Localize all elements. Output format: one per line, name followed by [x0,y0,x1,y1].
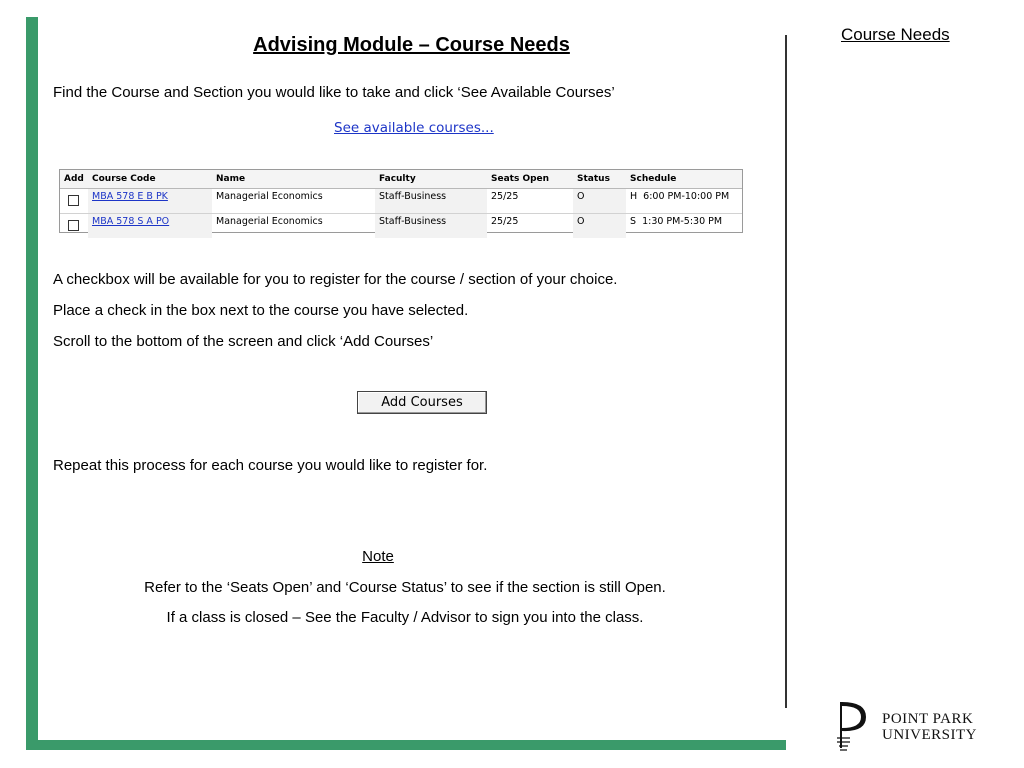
course-faculty: Staff-Business [375,214,487,239]
logo-text-line2: UNIVERSITY [882,727,977,743]
section-label[interactable]: Course Needs [841,25,950,44]
course-status: O [573,214,626,239]
instruction-checkbox: A checkbox will be available for you to register for the course / section of your choice. [53,271,618,288]
intro-text: Find the Course and Section you would like to take and click ‘See Available Courses’ [53,84,615,101]
column-header-seats-open: Seats Open [487,170,573,189]
course-name: Managerial Economics [212,189,375,214]
note-line-closed: If a class is closed – See the Faculty / Advisor to sign you into the class. [166,609,644,626]
note-title: Note [362,548,394,565]
page-title: Advising Module – Course Needs [253,34,570,56]
green-left-bar [26,17,38,750]
column-header-add: Add [60,170,88,189]
course-schedule: H 6:00 PM-10:00 PM [626,189,742,214]
see-available-courses-link[interactable]: See available courses... [334,120,494,136]
table-row [60,189,742,214]
course-seats-open: 25/25 [487,189,573,214]
add-cell [60,189,88,214]
add-course-checkbox[interactable] [68,220,79,231]
add-courses-button[interactable]: Add Courses [357,391,487,414]
column-header-course-code: Course Code [88,170,212,189]
instruction-place-check: Place a check in the box next to the course you have selected. [53,302,469,319]
course-code-link[interactable]: MBA 578 S A PO [92,216,170,227]
table-row [60,214,742,239]
column-header-status: Status [573,170,626,189]
course-table [59,169,743,233]
column-header-name: Name [212,170,375,189]
course-faculty: Staff-Business [375,189,487,214]
course-name: Managerial Economics [216,216,323,227]
course-code-cell [88,214,212,239]
course-schedule: S 1:30 PM-5:30 PM [630,216,723,227]
note-line-seats: Refer to the ‘Seats Open’ and ‘Course Status’ to see if the section is still Open. [144,579,666,596]
add-course-checkbox[interactable] [68,195,79,206]
column-header-faculty: Faculty [375,170,487,189]
repeat-text: Repeat this process for each course you would like to register for. [53,457,488,474]
column-header-schedule: Schedule [626,170,742,189]
course-seats-open: 25/25 [491,216,519,227]
add-cell [60,214,88,239]
course-code-link[interactable]: MBA 578 E B PK [92,191,168,202]
green-bottom-bar [26,740,786,750]
course-status: O [573,189,626,214]
vertical-divider [785,35,787,708]
course-code-cell [88,189,212,214]
table-header-row [60,170,742,189]
instruction-scroll: Scroll to the bottom of the screen and click ‘Add Courses’ [53,333,434,350]
logo-text-line1: POINT PARK [882,711,974,727]
